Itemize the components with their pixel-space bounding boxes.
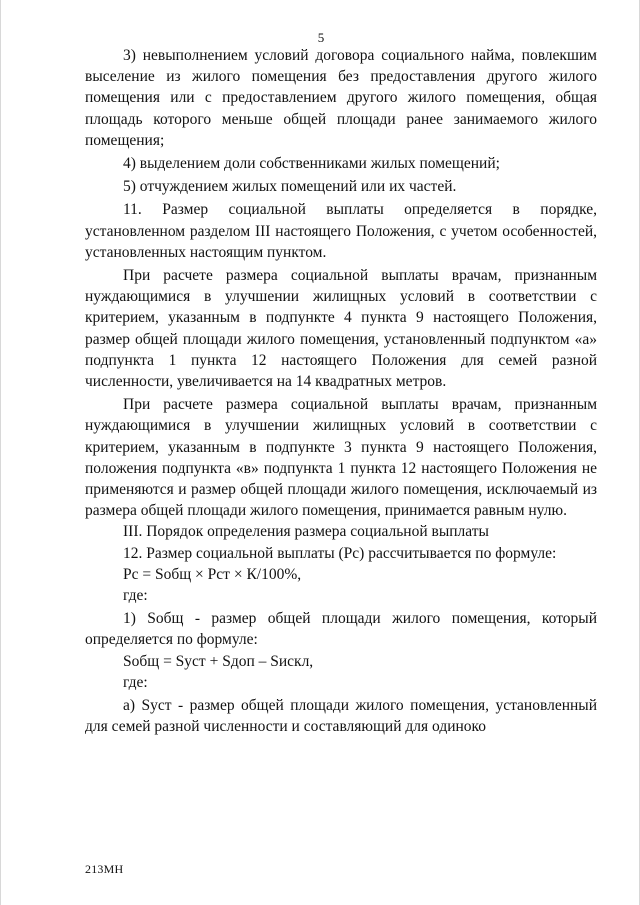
formula-payment: Рс = Sобщ × Рст × К/100%, <box>123 565 302 583</box>
footer-code: 213МН <box>85 862 124 876</box>
paragraph-item-5: 5) отчуждением жилых помещений или их частей. <box>123 178 457 196</box>
formula-area: Sобщ = Sуст + Sдоп – Sискл, <box>123 652 314 670</box>
paragraph-item-3: 3) невыполнением условий договора социального найма, повлекшим выселение из жилого помещения без предоставления другого жилого помещения или с предоставлением другого жилого помещения, общая площадь которого меньше общей площади ранее занимаемого жилого помещения; <box>85 47 597 149</box>
paragraph-clause-12: 12. Размер социальной выплаты (Рс) рассчитывается по формуле: <box>123 544 557 562</box>
where-label-2: где: <box>123 673 148 691</box>
paragraph-item-4: 4) выделением доли собственниками жилых помещений; <box>123 155 500 173</box>
paragraph-clause-11: 11. Размер социальной выплаты определяется в порядке, установленном разделом III настоящего Положения, с учетом особенностей, установленных настоящим пунктом. <box>85 201 597 261</box>
document-body <box>85 45 597 738</box>
paragraph-sobsh: 1) Sобщ - размер общей площади жилого помещения, который определяется по формуле: <box>85 610 597 649</box>
paragraph-calc-criterion-4: При расчете размера социальной выплаты врачам, признанным нуждающимися в улучшении жилищных условий в соответствии с критерием, указанным в подпункте 4 пункта 9 настоящего Положения, размер общей площади жилого помещения, установленный подпунктом «а» подпункта 1 пункта 12 настоящего Положения для семей разной численности, увеличивается на 14 квадратных метров. <box>85 267 597 391</box>
where-label: где: <box>123 587 148 605</box>
page-number: 5 <box>317 30 325 45</box>
paragraph-sust: а) Sуст - размер общей площади жилого помещения, установленный для семей разной численности и составляющий для одиноко <box>85 697 597 736</box>
paragraph-calc-criterion-3: При расчете размера социальной выплаты врачам, признанным нуждающимися в улучшении жилищных условий в соответствии с критерием, указанным в подпункте 3 пункта 9 настоящего Положения, положения подпункта «в» подпункта 1 пункта 12 настоящего Положения не применяются и размер общей площади жилого помещения, исключаемый из размера общей площади жилого помещения, принимается равным нулю. <box>85 396 597 520</box>
section-heading: III. Порядок определения размера социальной выплаты <box>123 523 489 541</box>
